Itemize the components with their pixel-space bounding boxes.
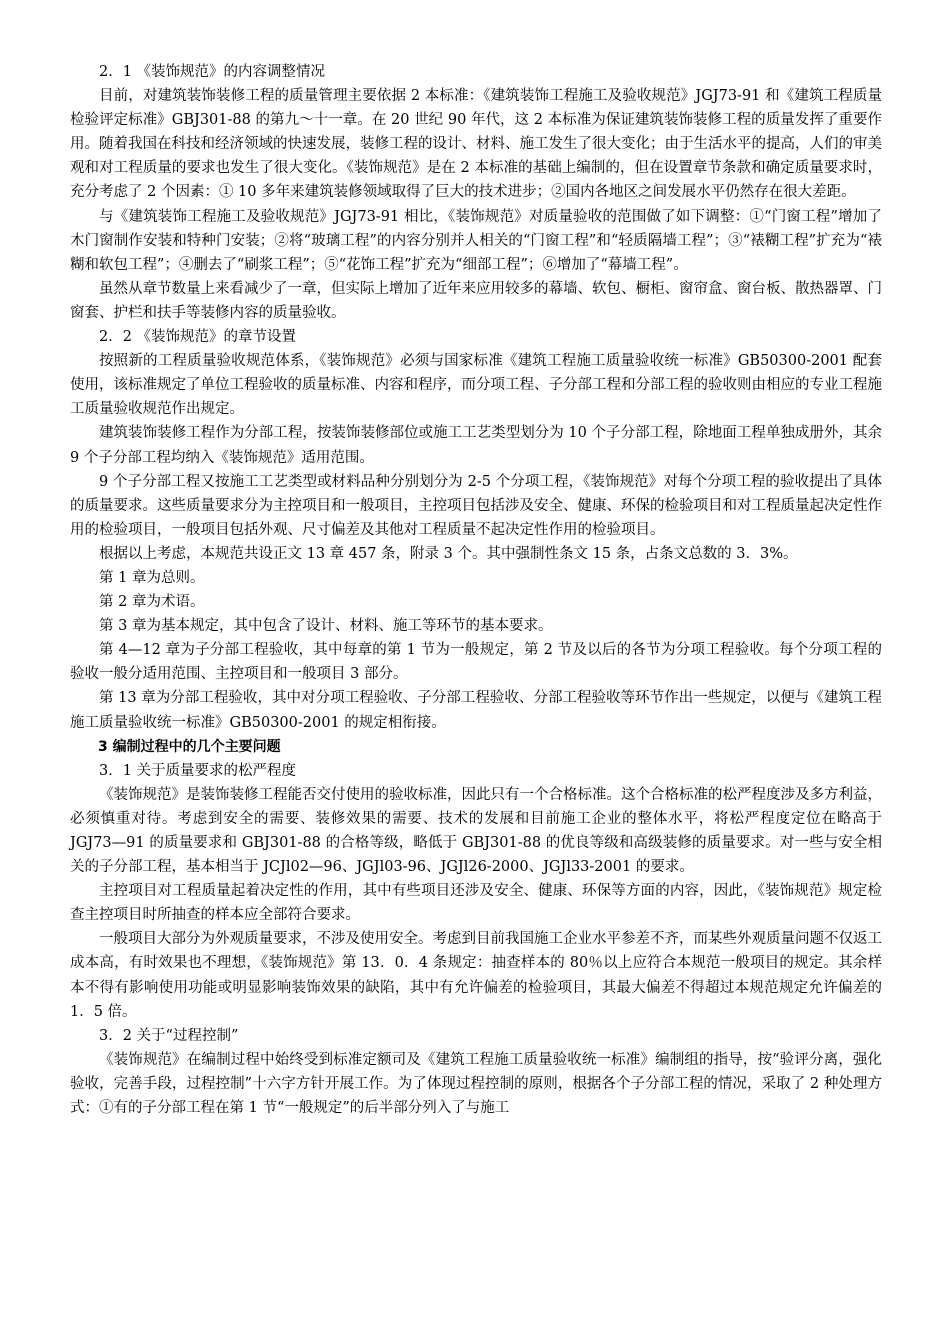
- paragraph: 主控项目对工程质量起着决定性的作用，其中有些项目还涉及安全、健康、环保等方面的内容，因此，《装饰规范》规定检查主控项目时所抽查的样本应全部符合要求。: [70, 883, 882, 924]
- chapter-list-item: 第 13 章为分部工程验收，其中对分项工程验收、子分部工程验收、分部工程验收等环节作出一些规定，以便与《建筑工程施工质量验收统一标准》GB50300-2001 的规定相衔接。: [70, 690, 882, 731]
- paragraph: 一般项目大部分为外观质量要求，不涉及使用安全。考虑到目前我国施工企业水平参差不齐，而某些外观质量问题不仅返工成本高，有时效果也不理想，《装饰规范》第 13．0．4 条规定：抽查样本的 80％以上应符合本规范一般项目的规定。其余样本不得有影响使用功能或明显影响装饰效果的缺陷，其中有允许偏差的检验项目，其最大偏差不得超过本规范规定允许偏差的 1．5 倍。: [70, 931, 882, 1020]
- paragraph: 《装饰规范》在编制过程中始终受到标准定额司及《建筑工程施工质量验收统一标准》编制组的指导，按“验评分离，强化验收，完善手段，过程控制”十六字方针开展工作。为了体现过程控制的原则，根据各个子分部工程的情况，采取了 2 种处理方式：①有的子分部工程在第 1 节“一般规定”的后半部分列入了与施工: [70, 1051, 882, 1117]
- section-heading-3-2: 3．2 关于“过程控制”: [99, 1027, 239, 1044]
- chapter-list-item: 第 2 章为术语。: [99, 594, 205, 611]
- chapter-list-item: 第 4—12 章为子分部工程验收，其中每章的第 1 节为一般规定，第 2 节及以后的各节为分项工程验收。每个分项工程的验收一般分适用范围、主控项目和一般项目 3 部分。: [70, 642, 882, 683]
- paragraph: 9 个子分部工程又按施工工艺类型或材料品种分别划分为 2-5 个分项工程，《装饰规范》对每个分项工程的验收提出了具体的质量要求。这些质量要求分为主控项目和一般项目，主控项目包括涉及安全、健康、环保的检验项目和对工程质量起决定性作用的检验项目，一般项目包括外观、尺寸偏差及其他对工程质量不起决定性作用的检验项目。: [70, 473, 882, 538]
- paragraph: 目前，对建筑装饰装修工程的质量管理主要依据 2 本标准：《建筑装饰工程施工及验收规范》JGJ73-91 和《建筑工程质量检验评定标准》GBJ301-88 的第九～十一章。在 20 世纪 90 年代，这 2 本标准为保证建筑装饰装修工程的质量发挥了重要作用。随着我国在科技和经济领域的快速发展，装修工程的设计、材料、施工发生了很大变化；由于生活水平的提高，人们的审美观和对工程质量的要求也发生了很大变化。《装饰规范》是在 2 本标准的基础上编制的，但在设置章节条款和确定质量要求时，充分考虑了 2 个因素：① 10 多年来建筑装修领域取得了巨大的技术进步；②国内各地区之间发展水平仍然存在很大差距。: [70, 88, 882, 201]
- paragraph: 《装饰规范》是装饰装修工程能否交付使用的验收标准，因此只有一个合格标准。这个合格标准的松严程度涉及多方利益，必须慎重对待。考虑到安全的需要、装修效果的需要、技术的发展和目前施工企业的整体水平，将松严程度定位在略高于 JGJ73—91 的质量要求和 GBJ301-88 的合格等级，略低于 GBJ301-88 的优良等级和高级装修的质量要求。对一些与安全相关的子分部工程，基本相当于 JCJl02—96、JGJl03-96、JGJl26-2000、JGJl33-2001 的要求。: [70, 786, 882, 876]
- document-body: [70, 60, 882, 1120]
- paragraph: 根据以上考虑，本规范共设正文 13 章 457 条，附录 3 个。其中强制性条文 15 条，占条文总数的 3．3%。: [99, 545, 798, 562]
- section-heading-2-1: 2．1 《装饰规范》的内容调整情况: [99, 64, 326, 80]
- paragraph: 建筑装饰装修工程作为分部工程，按装饰装修部位或施工工艺类型划分为 10 个子分部工程，除地面工程单独成册外，其余 9 个子分部工程均纳入《装饰规范》适用范围。: [70, 425, 882, 466]
- section-heading-2-2: 2．2 《装饰规范》的章节设置: [99, 329, 297, 346]
- chapter-list-item: 第 1 章为总则。: [99, 569, 205, 586]
- section-heading-3-1: 3．1 关于质量要求的松严程度: [99, 762, 297, 779]
- paragraph: 虽然从章节数量上来看减少了一章，但实际上增加了近年来应用较多的幕墙、软包、橱柜、窗帘盒、窗台板、散热器罩、门窗套、护栏和扶手等装修内容的质量验收。: [70, 280, 882, 321]
- section-heading-3: 3 编制过程中的几个主要问题: [98, 738, 281, 755]
- chapter-list-item: 第 3 章为基本规定，其中包含了设计、材料、施工等环节的基本要求。: [99, 618, 553, 635]
- paragraph: 按照新的工程质量验收规范体系，《装饰规范》必须与国家标准《建筑工程施工质量验收统一标准》GB50300-2001 配套使用，该标准规定了单位工程验收的质量标准、内容和程序，而分项工程、子分部工程和分部工程的验收则由相应的专业工程施工质量验收规范作出规定。: [70, 353, 882, 418]
- paragraph: 与《建筑装饰工程施工及验收规范》JGJ73-91 相比，《装饰规范》对质量验收的范围做了如下调整：①“门窗工程”增加了木门窗制作安装和特种门安装；②将“玻璃工程”的内容分别并人相关的“门窗工程”和“轻质隔墙工程”；③“裱糊工程”扩充为“裱糊和软包工程”；④删去了“刷浆工程”；⑤“花饰工程”扩充为“细部工程”；⑥增加了“幕墙工程”。: [70, 208, 882, 273]
